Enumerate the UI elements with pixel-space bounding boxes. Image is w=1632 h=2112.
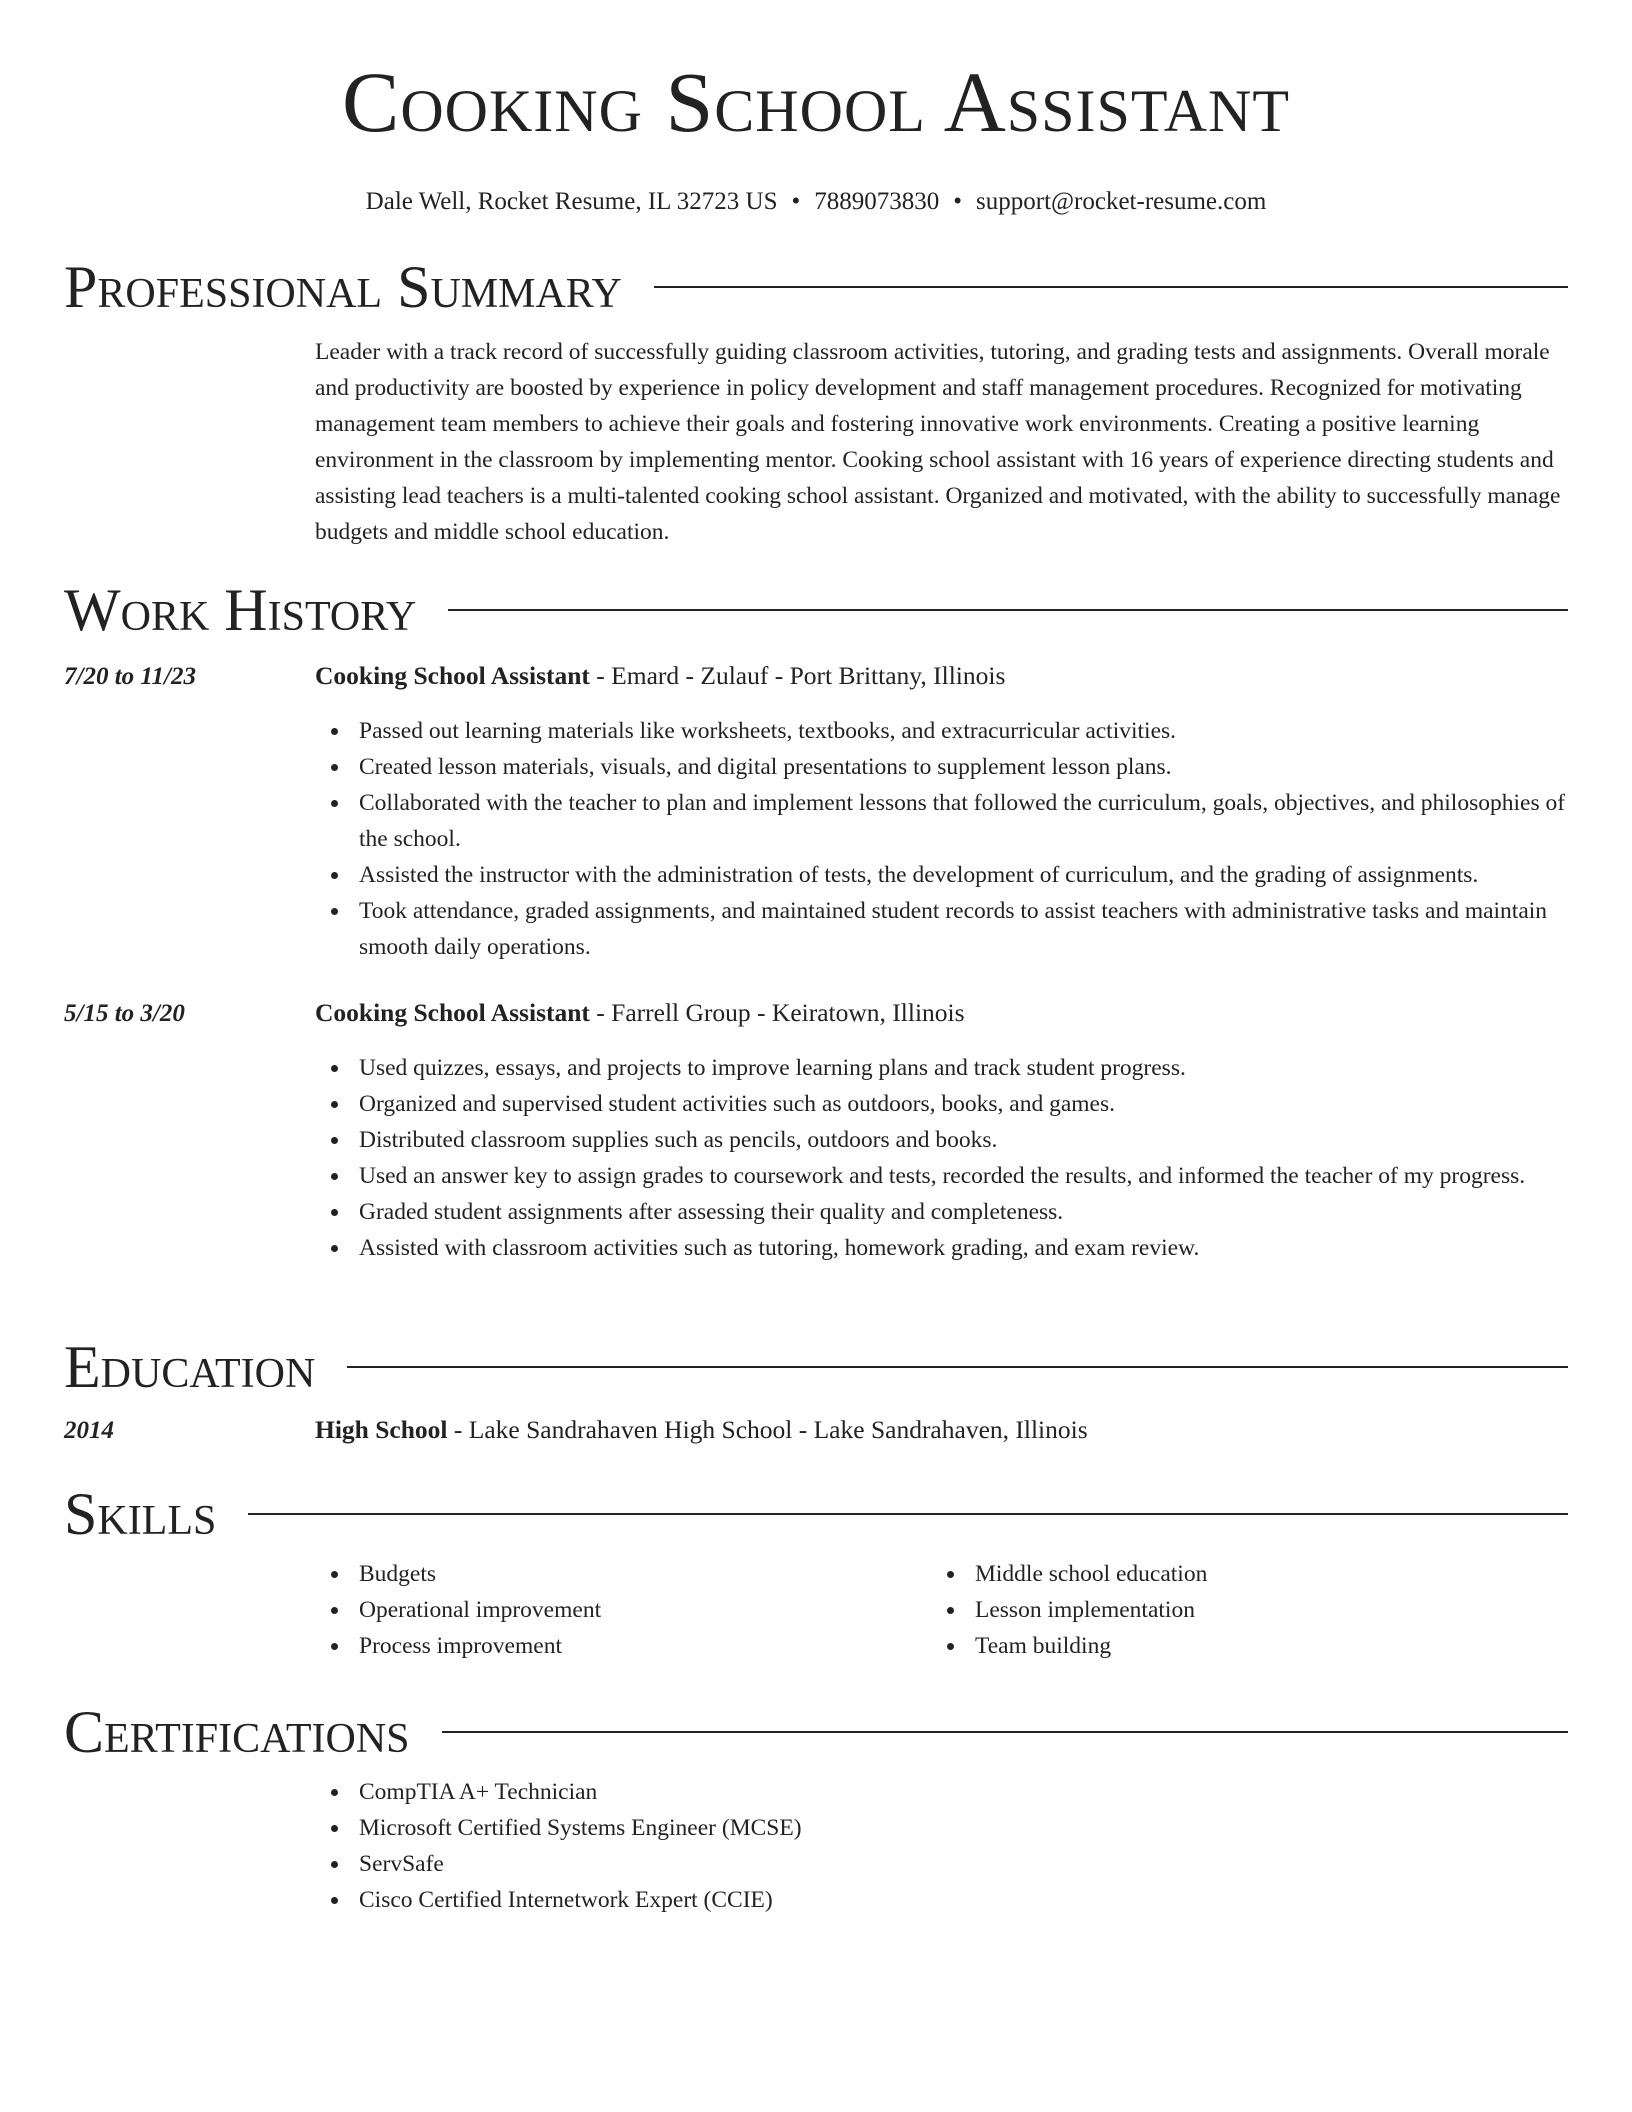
list-item: Collaborated with the teacher to plan and implement lessons that followed the curriculum, goals, objectives, and philosophies of the school. bbox=[315, 785, 1568, 857]
education-heading bbox=[315, 1412, 1088, 1448]
education-entry bbox=[64, 1412, 1568, 1449]
skills-list-left bbox=[315, 1556, 895, 1664]
job-dates: 7/20 to 11/23 bbox=[64, 663, 196, 690]
summary-text: Leader with a track record of successfully guiding classroom activities, tutoring, and grading tests and assignments. Overall morale and productivity are boosted by experience in policy development and staff management procedures. Recognized for motivating management team members to achieve their goals and fostering innovative work environments. Creating a positive learning environment in the classroom by implementing mentor. Cooking school assistant with 16 years of experience directing students and assisting lead teachers is a multi-talented cooking school assistant. Organized and motivated, with the ability to successfully manage budgets and middle school education. bbox=[315, 339, 1561, 545]
job-details: - Farrell Group - Keiratown, Illinois bbox=[589, 998, 965, 1027]
job-heading bbox=[315, 658, 1005, 694]
skills-section-title: Skills bbox=[64, 1481, 217, 1547]
certifications-section-title: Certifications bbox=[64, 1699, 410, 1765]
job-bullets bbox=[315, 1050, 1568, 1266]
job-entry bbox=[64, 995, 1568, 1032]
job-entry bbox=[64, 658, 1568, 695]
skills-list-right bbox=[931, 1556, 1511, 1664]
job-bullets bbox=[315, 713, 1568, 965]
job-details: - Emard - Zulauf - Port Brittany, Illinois bbox=[589, 661, 1006, 690]
list-item: ServSafe bbox=[315, 1846, 1568, 1882]
contact-phone: 7889073830 bbox=[814, 188, 940, 215]
list-item: Created lesson materials, visuals, and digital presentations to supplement lesson plans. bbox=[315, 749, 1568, 785]
summary-section-header bbox=[64, 252, 1568, 322]
contact-separator: • bbox=[791, 188, 801, 215]
contact-email[interactable]: support@rocket-resume.com bbox=[976, 188, 1267, 215]
summary-section-title: Professional Summary bbox=[64, 254, 622, 320]
skills-section-header bbox=[64, 1479, 1568, 1549]
candidate-name: Cooking School Assistant bbox=[341, 54, 1291, 150]
list-item: Organized and supervised student activities such as outdoors, books, and games. bbox=[315, 1086, 1568, 1122]
contact-address: Dale Well, Rocket Resume, IL 32723 US bbox=[365, 188, 778, 215]
list-item: Middle school education bbox=[931, 1556, 1511, 1592]
education-section-header bbox=[64, 1332, 1568, 1402]
education-details: - Lake Sandrahaven High School - Lake Sandrahaven, Illinois bbox=[447, 1415, 1088, 1444]
list-item: Graded student assignments after assessing their quality and completeness. bbox=[315, 1194, 1568, 1230]
list-item: Assisted the instructor with the administration of tests, the development of curriculum, and the grading of assignments. bbox=[315, 857, 1568, 893]
job-dates: 5/15 to 3/20 bbox=[64, 1000, 185, 1027]
list-item: Took attendance, graded assignments, and maintained student records to assist teachers with administrative tasks and maintain smooth daily operations. bbox=[315, 893, 1568, 965]
education-degree: High School bbox=[315, 1415, 448, 1444]
list-item: Used quizzes, essays, and projects to improve learning plans and track student progress. bbox=[315, 1050, 1568, 1086]
section-divider bbox=[654, 286, 1568, 288]
list-item: Passed out learning materials like worksheets, textbooks, and extracurricular activities. bbox=[315, 713, 1568, 749]
certifications-section-header bbox=[64, 1697, 1568, 1767]
list-item: CompTIA A+ Technician bbox=[315, 1774, 1568, 1810]
section-divider bbox=[248, 1513, 1568, 1515]
contact-separator: • bbox=[953, 188, 963, 215]
list-item: Cisco Certified Internetwork Expert (CCIE) bbox=[315, 1882, 1568, 1918]
list-item: Team building bbox=[931, 1628, 1511, 1664]
contact-line bbox=[0, 186, 1632, 218]
job-position: Cooking School Assistant bbox=[315, 661, 590, 690]
education-section-title: Education bbox=[64, 1334, 316, 1400]
list-item: Assisted with classroom activities such as tutoring, homework grading, and exam review. bbox=[315, 1230, 1568, 1266]
section-divider bbox=[442, 1731, 1568, 1733]
section-divider bbox=[448, 609, 1568, 611]
job-heading bbox=[315, 995, 965, 1031]
list-item: Process improvement bbox=[315, 1628, 895, 1664]
list-item: Budgets bbox=[315, 1556, 895, 1592]
list-item: Lesson implementation bbox=[931, 1592, 1511, 1628]
list-item: Microsoft Certified Systems Engineer (MCSE) bbox=[315, 1810, 1568, 1846]
certifications-list bbox=[315, 1774, 1568, 1918]
list-item: Used an answer key to assign grades to coursework and tests, recorded the results, and informed the teacher of my progress. bbox=[315, 1158, 1568, 1194]
section-divider bbox=[347, 1366, 1568, 1368]
list-item: Operational improvement bbox=[315, 1592, 895, 1628]
work-section-header bbox=[64, 575, 1568, 645]
education-year: 2014 bbox=[64, 1417, 114, 1444]
work-section-title: Work History bbox=[64, 577, 417, 643]
job-position: Cooking School Assistant bbox=[315, 998, 590, 1027]
list-item: Distributed classroom supplies such as pencils, outdoors and books. bbox=[315, 1122, 1568, 1158]
